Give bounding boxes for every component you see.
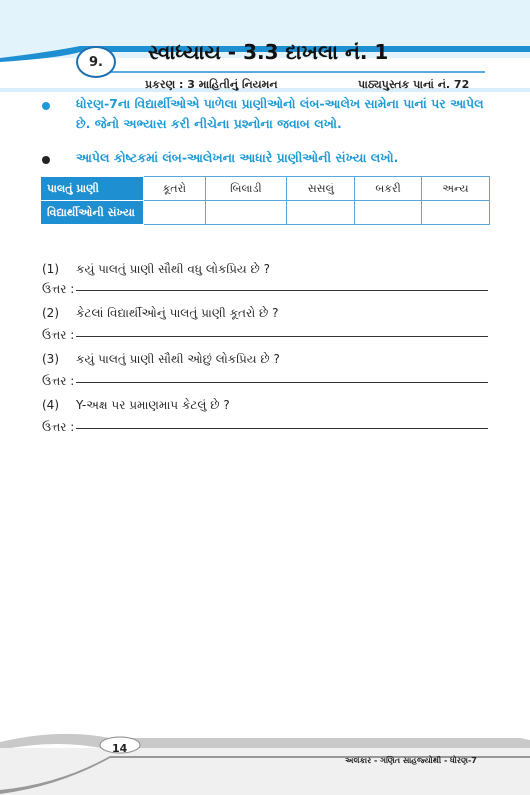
table-row bbox=[41, 177, 490, 201]
answer-line-1[interactable] bbox=[76, 290, 488, 291]
count-input-goat[interactable] bbox=[355, 201, 421, 225]
question-2 bbox=[42, 306, 279, 321]
question-text: Y-અક્ષ પર પ્રમાણમાપ કેટલું છે ? bbox=[76, 398, 230, 412]
row-header-students: વિદ્યાર્થીઓની સંખ્યા bbox=[41, 201, 144, 225]
count-input-other[interactable] bbox=[421, 201, 489, 225]
pet-dog-cell: કૂતરો bbox=[144, 177, 206, 201]
answer-label: ઉત્તર : bbox=[42, 374, 75, 388]
question-3 bbox=[42, 352, 280, 367]
exercise-number: 9. bbox=[89, 54, 103, 70]
count-input-cat[interactable] bbox=[205, 201, 287, 225]
chapter-label: પ્રકરણ : 3 માહિતીનું નિયમન bbox=[145, 78, 278, 91]
question-4 bbox=[42, 398, 230, 413]
question-number: (3) bbox=[42, 352, 59, 366]
answer-line-3[interactable] bbox=[76, 382, 488, 383]
answer-line-2[interactable] bbox=[76, 336, 488, 337]
answer-label: ઉત્તર : bbox=[42, 420, 75, 434]
question-text: કયું પાલતું પ્રાણી સૌથી વધુ લોકપ્રિય છે ? bbox=[76, 262, 271, 276]
count-input-dog[interactable] bbox=[144, 201, 206, 225]
page-title: સ્વાધ્યાય - 3.3 દાખલા નં. 1 bbox=[148, 40, 389, 64]
pet-other-cell: અન્ય bbox=[421, 177, 489, 201]
question-text: કયું પાલતું પ્રાણી સૌથી ઓછું લોકપ્રિય છે ? bbox=[76, 352, 280, 366]
question-number: (1) bbox=[42, 262, 59, 276]
pet-cat-cell: બિલાડી bbox=[205, 177, 287, 201]
pet-count-table bbox=[40, 176, 490, 225]
question-text: કેટલાં વિદ્યાર્થીઓનું પાલતું પ્રાણી કૂતરો છે ? bbox=[76, 306, 279, 320]
exercise-number-badge bbox=[76, 46, 116, 78]
book-info: અલંકાર - ગણિત સાહજ્યોથી - ધોરણ-7 bbox=[345, 756, 477, 765]
question-number: (4) bbox=[42, 398, 59, 412]
pet-goat-cell: બકરી bbox=[355, 177, 421, 201]
page-number: 14 bbox=[112, 742, 128, 755]
answer-line-4[interactable] bbox=[76, 428, 488, 429]
question-number: (2) bbox=[42, 306, 59, 320]
instruction-1: ધોરણ-7ના વિદ્યાર્થીઓએ પાળેલા પ્રાણીઓનો લંબ-આલેખ સામેના પાનાં પર આપેલ છે. જેનો અભ્યાસ કરી નીચેના પ્રશ્નોના જવાબ લખો. bbox=[76, 96, 484, 131]
answer-label: ઉત્તર : bbox=[42, 282, 75, 296]
table-row bbox=[41, 201, 490, 225]
textbook-page-label: પાઠ્યપુસ્તક પાનાં નં. 72 bbox=[358, 78, 470, 91]
instruction-2: આપેલ કોષ્ટકમાં લંબ-આલેખના આધારે પ્રાણીઓની સંખ્યા લખો. bbox=[76, 150, 399, 165]
question-1 bbox=[42, 262, 270, 277]
answer-label: ઉત્તર : bbox=[42, 328, 75, 342]
count-input-rabbit[interactable] bbox=[287, 201, 355, 225]
bullet-icon bbox=[42, 102, 50, 110]
pet-rabbit-cell: સસલું bbox=[287, 177, 355, 201]
row-header-pet: પાલતું પ્રાણી bbox=[41, 177, 144, 201]
bullet-icon bbox=[42, 156, 50, 164]
